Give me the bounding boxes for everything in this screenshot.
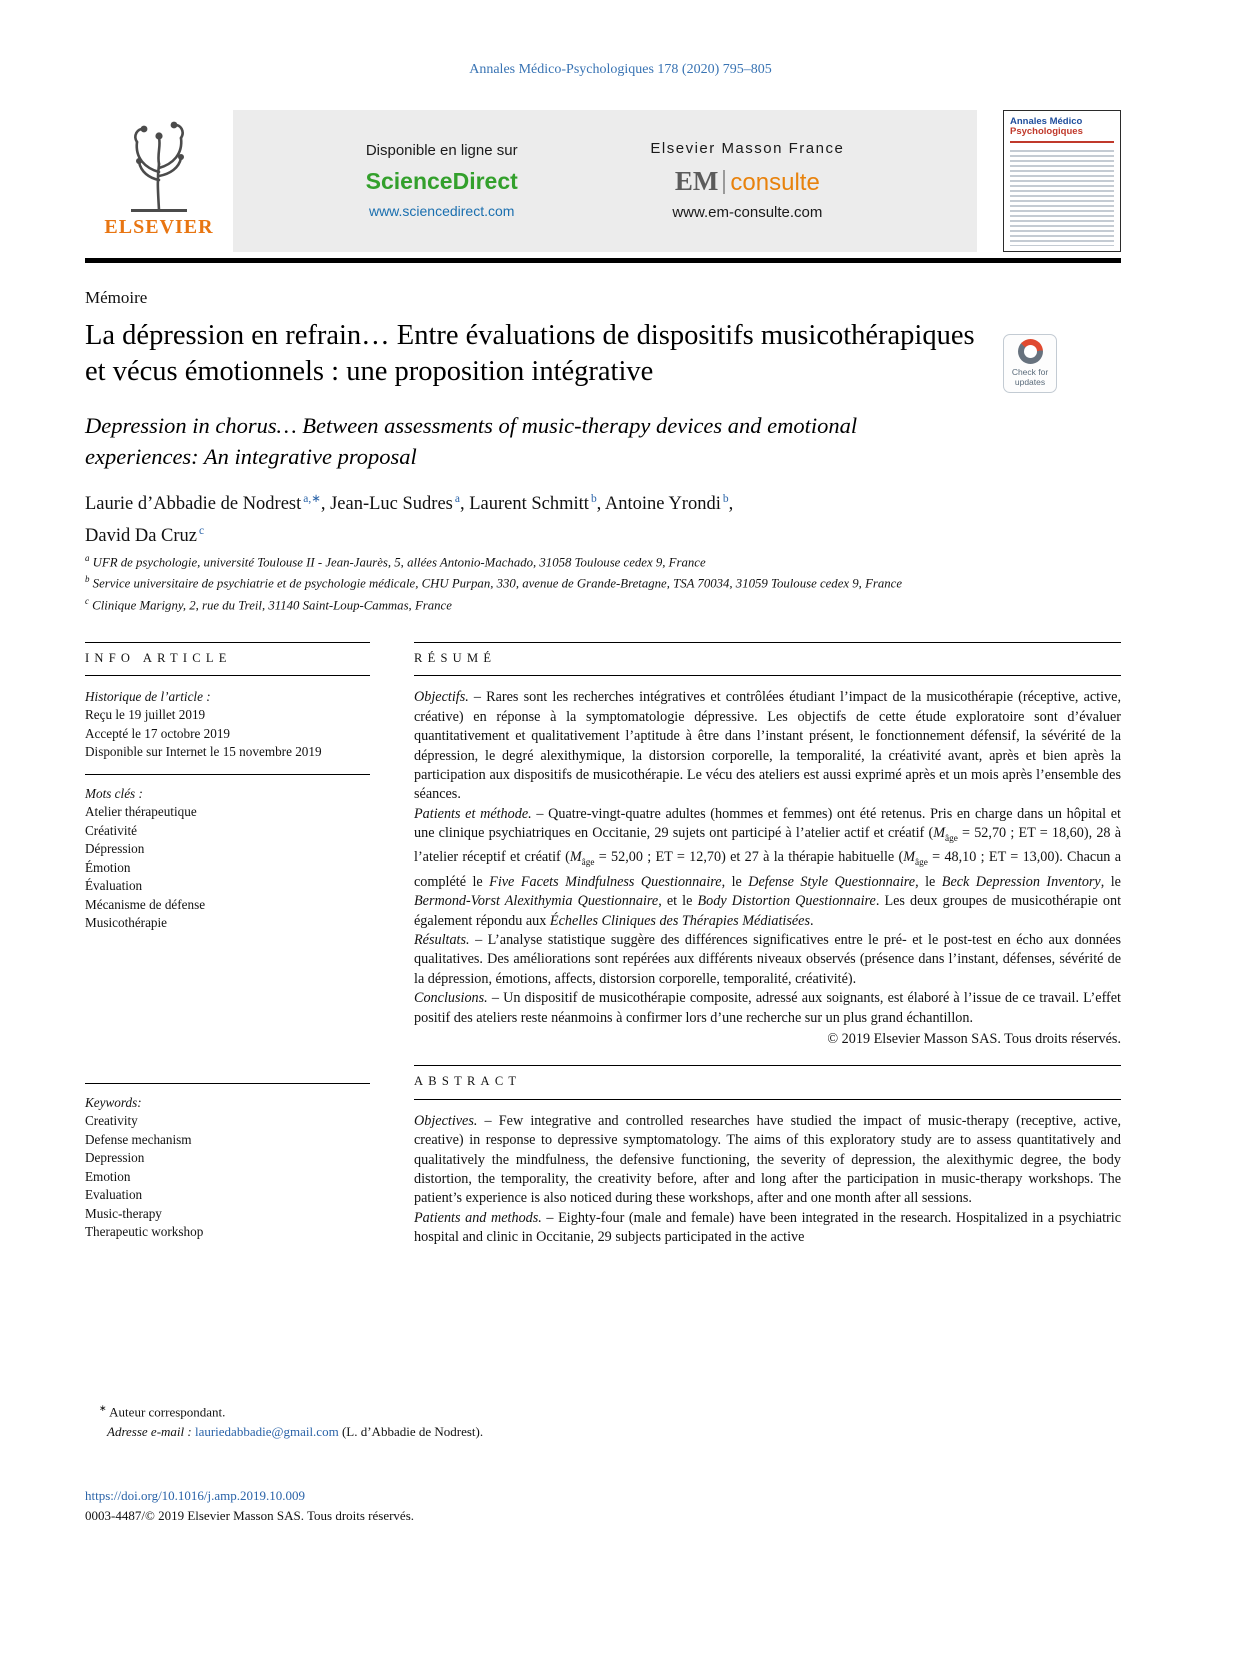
journal-cover-thumbnail: [1003, 110, 1121, 252]
rule: [414, 1099, 1121, 1100]
two-column-section: [85, 642, 1121, 1248]
cover-title: [1010, 117, 1114, 137]
author-name: Laurie d’Abbadie de Nodrest: [85, 494, 302, 515]
keywords-block: [85, 1083, 370, 1242]
author-affiliation-sup[interactable]: b: [590, 493, 597, 505]
author-line-2: [85, 518, 1045, 550]
footnote-marker: ∗: [99, 1403, 107, 1413]
rule: [414, 675, 1121, 676]
rule: [85, 774, 370, 775]
list-item: Atelier thérapeutique: [85, 804, 197, 819]
article-info-column: [85, 642, 370, 1248]
crossmark-icon: [1018, 339, 1043, 364]
list-item: Reçu le 19 juillet 2019: [85, 707, 206, 722]
email-link[interactable]: lauriedabbadie@gmail.com: [194, 1424, 339, 1440]
author-name: David Da Cruz: [85, 526, 197, 547]
list-item: Therapeutic workshop: [85, 1224, 204, 1239]
check-for-updates-badge[interactable]: [1003, 334, 1057, 393]
emconsulte-logo: [650, 166, 844, 197]
mots-cles-list: [85, 803, 370, 933]
resume-heading: RÉSUMÉ: [414, 651, 497, 665]
abstract-heading: ABSTRACT: [414, 1074, 522, 1089]
emconsulte-link[interactable]: www.em-consulte.com: [672, 204, 823, 221]
keywords-list: [85, 1112, 370, 1242]
journal-citation-link[interactable]: Annales Médico-Psychologiques 178 (2020) 795–805: [469, 62, 772, 77]
list-item: Music-therapy: [85, 1205, 162, 1221]
sciencedirect-link[interactable]: www.sciencedirect.com: [368, 202, 515, 219]
resume-copyright: © 2019 Elsevier Masson SAS. Tous droits réservés.: [827, 1030, 1121, 1047]
keywords-label: Keywords:: [85, 1094, 142, 1110]
list-item: Defense mechanism: [85, 1131, 192, 1147]
cover-title-line2: Psychologiques: [1010, 125, 1083, 137]
abstract-paragraphs: [414, 1112, 1121, 1248]
authors-block: [85, 486, 1045, 550]
footnote: [85, 1398, 483, 1442]
mots-cles-label: Mots clés :: [85, 785, 143, 801]
available-online-label: Disponible en ligne sur: [365, 141, 518, 159]
doi-link[interactable]: https://doi.org/10.1016/j.amp.2019.10.009: [85, 1488, 306, 1503]
paragraph: Conclusions. – Un dispositif de musicothérapie composite, adressé aux soignants, est élaboré à l’issue de ce travail. L’effet positif des ateliers reste néanmoins à confirmer lors d’une recherche sur un plus grand échantillon.: [414, 990, 1121, 1026]
footnote-text: Auteur correspondant.: [109, 1404, 226, 1420]
paragraph: Patients and methods. – Eighty-four (male and female) have been integrated in the research. Hospitalized in a psychiatric hospital and clinic in Occitanie, 29 subjects participated in the active: [414, 1209, 1121, 1246]
bottom-block: [85, 1486, 414, 1526]
email-label: Adresse e-mail :: [107, 1424, 192, 1440]
author-affiliation-sup[interactable]: b: [722, 493, 729, 505]
paragraph: Résultats. – L’analyse statistique suggère des différences significatives entre le pré- et le post-test en écho aux données qualitatives. Des améliorations sont repérées aux différents niveaux observés (présence dans l’instant, défenses, sévérité de la dépression, émotions, affects, distorsion corporelle, temporalité, créativité).: [414, 931, 1121, 987]
consulte-logo-text: consulte: [730, 169, 820, 196]
list-item: Evaluation: [85, 1187, 143, 1202]
abstract-column: [414, 642, 1121, 1248]
author-line-1: Laurie d’Abbadie de Nodrest $^{a,∗}$, Jean-Luc Sudres $^a$, Laurent Schmitt $^b$, Antoine Yrondi $^b$,: [85, 493, 734, 515]
affiliation: $^b$ Service universitaire de psychiatrie et de psychologie médicale, CHU Purpan, 330, avenue de Grande-Bretagne, TSA 70034, 31059 Toulouse cedex 9, France: [85, 574, 903, 591]
list-item: Accepté le 17 octobre 2019: [85, 725, 231, 741]
list-item: Créativité: [85, 822, 137, 838]
em-logo-divider: [723, 170, 725, 194]
list-item: Émotion: [85, 859, 131, 875]
author-name: Laurent Schmitt: [469, 494, 589, 515]
rule: [85, 675, 370, 676]
author-affiliation-sup[interactable]: a,∗: [303, 493, 321, 505]
cover-rule: [1010, 141, 1114, 143]
email-suffix: (L. d’Abbadie de Nodrest).: [341, 1424, 484, 1440]
list-item: Emotion: [85, 1168, 131, 1184]
elsevier-tree-icon: [113, 114, 205, 214]
history-label: Historique de l’article :: [85, 688, 211, 704]
affiliation-sup: c: [85, 595, 89, 606]
publisher-label: Elsevier Masson France: [650, 140, 845, 157]
paragraph: Objectives. – Few integrative and controlled researches have studied the impact of music-therapy (receptive, active, creative) in response to depressive symptomatology. The aims of this exploratory study are to assess quantitatively and qualitatively the mindfulness, the defensive functioning, the severity of depression, the alexithymic degree, the body distortion, the temporality, the creativity before, after and long after the participation in music-therapy workshops. The patient’s experience is also noticed during these workshops, after and one month after all sessions.: [414, 1112, 1121, 1207]
history-list: [85, 706, 370, 762]
elsevier-logo: [85, 110, 233, 252]
header-band: [85, 110, 1121, 252]
author-affiliation-sup[interactable]: a: [454, 493, 460, 505]
article-type-label: Mémoire: [85, 288, 148, 307]
article-history: [85, 688, 370, 762]
rule: [85, 1083, 370, 1084]
header-gray-panel: [233, 110, 977, 252]
corresponding-author-note: [85, 1398, 483, 1422]
author-affiliation-sup[interactable]: c: [199, 525, 205, 538]
affiliation: $^a$ UFR de psychologie, université Toulouse II - Jean-Jaurès, 5, allées Antonio-Machado, 31058 Toulouse cedex 9, France: [85, 553, 706, 570]
article-title-en: Depression in chorus… Between assessments of music-therapy devices and emotional experiences: An integrative proposal: [85, 413, 858, 469]
info-article-heading: INFO ARTICLE: [85, 651, 232, 665]
list-item: Dépression: [85, 841, 145, 856]
emconsulte-block: [650, 140, 844, 222]
list-item: Depression: [85, 1150, 145, 1165]
affiliation-sup: a: [85, 553, 90, 563]
header-divider: [85, 258, 1121, 263]
em-logo-text: EM: [674, 166, 719, 196]
list-item: Creativity: [85, 1113, 138, 1128]
sciencedirect-block: [366, 142, 518, 221]
affiliation-sup: b: [85, 574, 90, 585]
author-name: Antoine Yrondi: [604, 494, 721, 515]
list-item: Musicothérapie: [85, 915, 168, 930]
sciencedirect-logo: ScienceDirect: [365, 167, 518, 194]
elsevier-wordmark: ELSEVIER: [104, 216, 214, 238]
mots-cles-block: [85, 785, 370, 933]
issn-copyright: 0003-4487/© 2019 Elsevier Masson SAS. Tous droits réservés.: [85, 1508, 415, 1523]
paragraph: Patients et méthode. – Quatre-vingt-quatre adultes (hommes et femmes) ont été retenus. Pris en charge dans un hôpital et une clinique psychiatriques en Occitanie, 29 sujets ont participé à l’atelier actif et créatif ($M_{âge} = 52,70$ ; ET = 18,60), 28 à l’atelier réceptif et créatif ($M_{âge} = 52,00$ ; ET = 12,70) et 27 à la thérapie habituelle ($M_{âge} = 48,10$ ; ET = 13,00). Chacun a complété le Five Facets Mindfulness Questionnaire, le Defense Style Questionnaire, le Beck Depression Inventory, le Bermond-Vorst Alexithymia Questionnaire, et le Body Distortion Questionnaire. Les deux groupes de musicothérapie ont également répondu aux Échelles Cliniques des Thérapies Médiatisées.: [414, 805, 1122, 929]
cover-body-lines: [1010, 147, 1114, 246]
affiliation: $^c$ Clinique Marigny, 2, rue du Treil, 31140 Saint-Loup-Cammas, France: [85, 595, 452, 612]
article-title-fr: La dépression en refrain… Entre évaluations de dispositifs musicothérapiques et vécus émotionnels : une proposition intégrative: [85, 320, 975, 387]
check-updates-label: Check for updates: [1011, 367, 1049, 388]
list-item: Disponible sur Internet le 15 novembre 2019: [85, 744, 322, 759]
list-item: Mécanisme de défense: [85, 896, 206, 912]
paragraph: Objectifs. – Rares sont les recherches intégratives et contrôlées étudiant l’impact de la musicothérapie (réceptive, active, créative) en réponse à la symptomatologie dépressive. Les objectifs de cette étude exploratoire sont d’évaluer quantitativement et qualitativement l’aptitude à être dans l’instant présent, le fonctionnement défensif, la sévérité de la dépression, le degré alexithymique, la distorsion corporelle, la temporalité, la créativité avant, après et bien après la participation aux dispositifs de musicothérapie. Le vécu des ateliers est aussi exprimé après et un mois après l’ensemble des séances.: [414, 689, 1121, 803]
email-line: [85, 1422, 483, 1442]
affiliations: [85, 550, 1085, 614]
list-item: Évaluation: [85, 878, 143, 893]
resume-paragraphs: [414, 688, 1121, 1028]
author-name: Jean-Luc Sudres: [330, 494, 453, 515]
cover-title-line1: Annales Médico: [1010, 116, 1083, 127]
